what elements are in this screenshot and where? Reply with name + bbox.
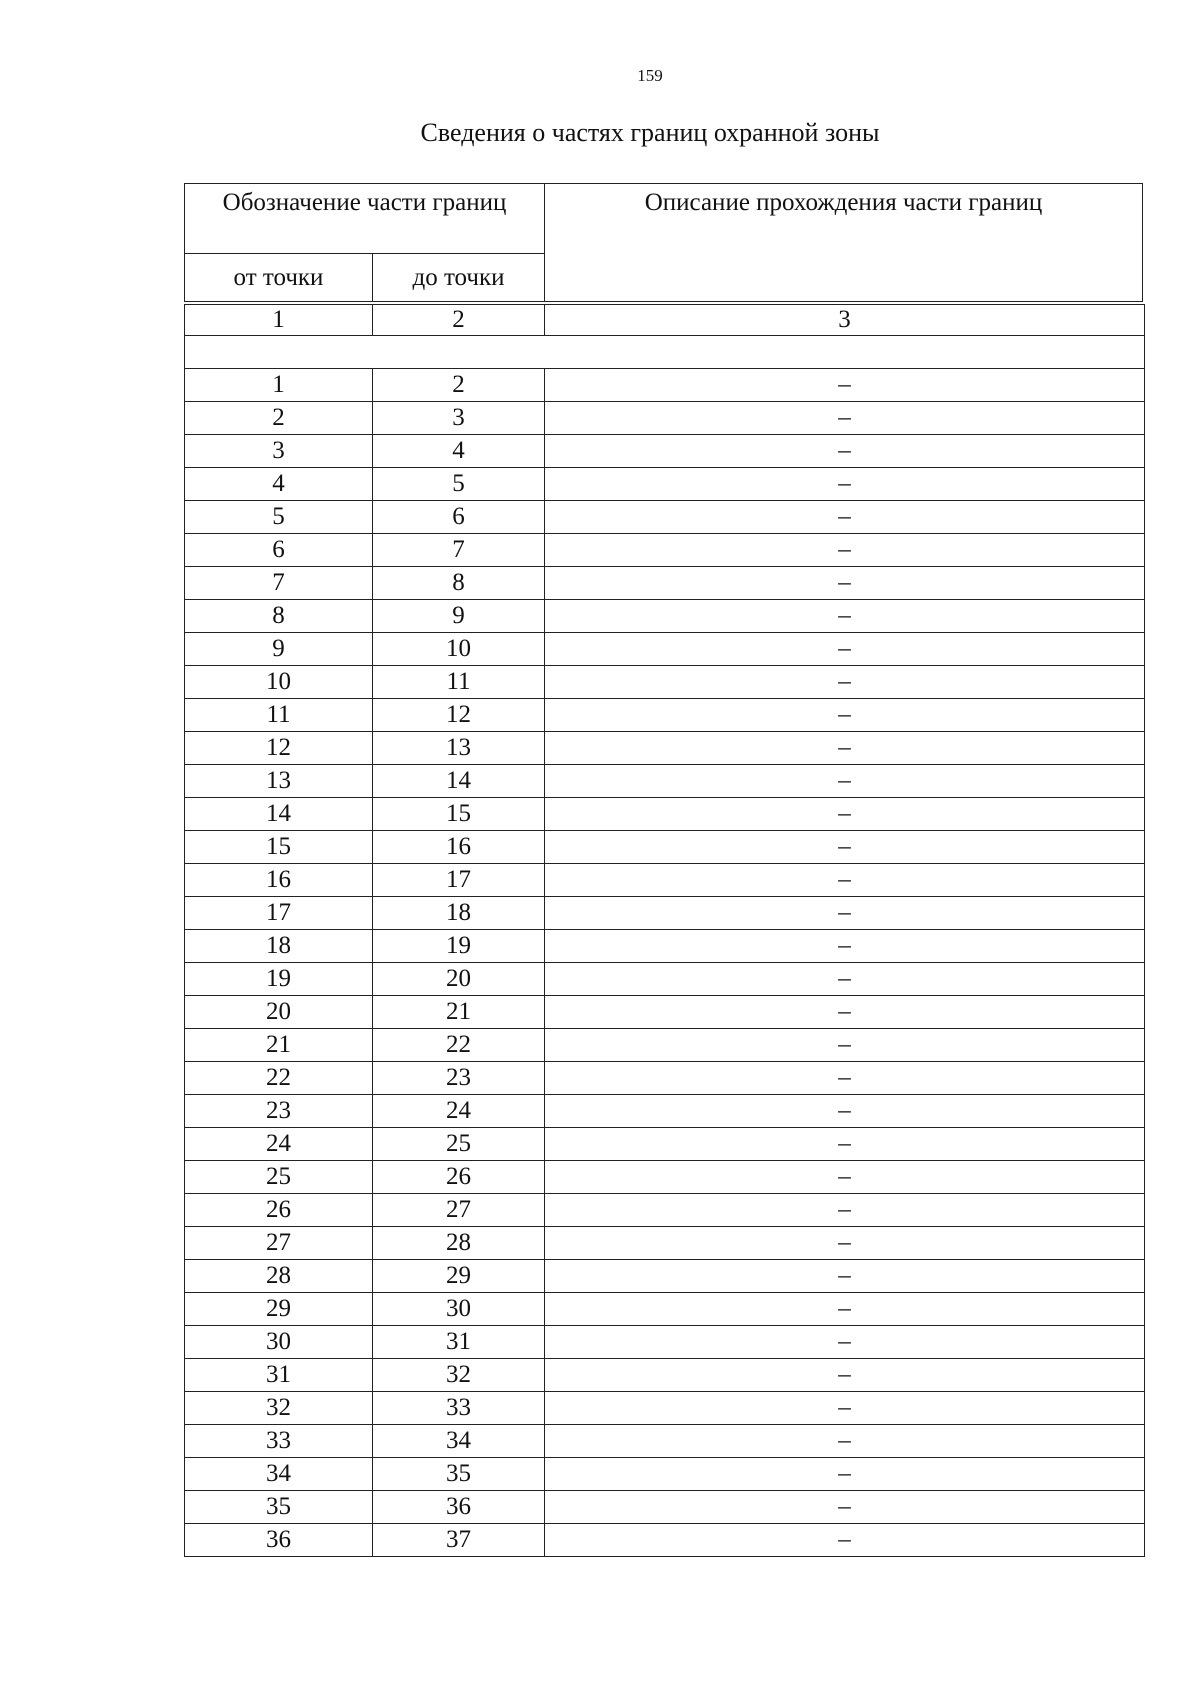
from-point-cell: 7 [185, 567, 373, 600]
to-point-cell: 26 [373, 1161, 545, 1194]
table-row [185, 567, 1145, 600]
to-point-cell: 35 [373, 1458, 545, 1491]
description-cell: – [545, 897, 1145, 930]
table-row [185, 897, 1145, 930]
table-row [185, 468, 1145, 501]
from-point-cell: 34 [185, 1458, 373, 1491]
table-row [185, 1458, 1145, 1491]
from-point-cell: 33 [185, 1425, 373, 1458]
page-number: 159 [637, 66, 663, 85]
table-row [185, 732, 1145, 765]
to-point-cell: 8 [373, 567, 545, 600]
table-row [185, 1161, 1145, 1194]
to-point-cell: 19 [373, 930, 545, 963]
table-row [185, 831, 1145, 864]
from-point-cell: 25 [185, 1161, 373, 1194]
table-header [184, 183, 1143, 302]
blank-row [185, 336, 1145, 369]
header-to-point: до точки [373, 254, 545, 302]
description-cell: – [545, 1524, 1145, 1557]
from-point-cell: 24 [185, 1128, 373, 1161]
to-point-cell: 9 [373, 600, 545, 633]
description-cell: – [545, 1326, 1145, 1359]
description-cell: – [545, 468, 1145, 501]
from-point-cell: 1 [185, 369, 373, 402]
table-row [185, 1491, 1145, 1524]
to-point-cell: 6 [373, 501, 545, 534]
description-cell: – [545, 534, 1145, 567]
table-row [185, 633, 1145, 666]
table-row [185, 1293, 1145, 1326]
from-point-cell: 36 [185, 1524, 373, 1557]
table-row [185, 930, 1145, 963]
to-point-cell: 12 [373, 699, 545, 732]
description-cell: – [545, 930, 1145, 963]
table-row [185, 699, 1145, 732]
table-row [185, 534, 1145, 567]
table-row [185, 963, 1145, 996]
table-row [185, 402, 1145, 435]
description-cell: – [545, 1227, 1145, 1260]
table-row [185, 1392, 1145, 1425]
to-point-cell: 27 [373, 1194, 545, 1227]
description-cell: – [545, 666, 1145, 699]
table-row [185, 1425, 1145, 1458]
description-cell: – [545, 1359, 1145, 1392]
description-cell: – [545, 1392, 1145, 1425]
header-boundary-description: Описание прохождения части границ [545, 184, 1143, 302]
table-row [185, 600, 1145, 633]
description-cell: – [545, 1029, 1145, 1062]
from-point-cell: 22 [185, 1062, 373, 1095]
to-point-cell: 4 [373, 435, 545, 468]
description-cell: – [545, 1095, 1145, 1128]
to-point-cell: 5 [373, 468, 545, 501]
from-point-cell: 8 [185, 600, 373, 633]
to-point-cell: 17 [373, 864, 545, 897]
header-from-point: от точки [185, 254, 373, 302]
from-point-cell: 11 [185, 699, 373, 732]
from-point-cell: 4 [185, 468, 373, 501]
from-point-cell: 32 [185, 1392, 373, 1425]
from-point-cell: 19 [185, 963, 373, 996]
from-point-cell: 21 [185, 1029, 373, 1062]
from-point-cell: 6 [185, 534, 373, 567]
to-point-cell: 11 [373, 666, 545, 699]
description-cell: – [545, 435, 1145, 468]
from-point-cell: 18 [185, 930, 373, 963]
to-point-cell: 37 [373, 1524, 545, 1557]
from-point-cell: 27 [185, 1227, 373, 1260]
table-row [185, 369, 1145, 402]
from-point-cell: 13 [185, 765, 373, 798]
description-cell: – [545, 765, 1145, 798]
from-point-cell: 31 [185, 1359, 373, 1392]
description-cell: – [545, 1260, 1145, 1293]
to-point-cell: 21 [373, 996, 545, 1029]
table-row [185, 1326, 1145, 1359]
from-point-cell: 14 [185, 798, 373, 831]
to-point-cell: 22 [373, 1029, 545, 1062]
from-point-cell: 23 [185, 1095, 373, 1128]
from-point-cell: 35 [185, 1491, 373, 1524]
description-cell: – [545, 1062, 1145, 1095]
table-row [185, 1227, 1145, 1260]
to-point-cell: 33 [373, 1392, 545, 1425]
description-cell: – [545, 996, 1145, 1029]
to-point-cell: 30 [373, 1293, 545, 1326]
description-cell: – [545, 963, 1145, 996]
to-point-cell: 3 [373, 402, 545, 435]
from-point-cell: 30 [185, 1326, 373, 1359]
table-row [185, 1029, 1145, 1062]
page-title: Сведения о частях границ охранной зоны [420, 118, 880, 147]
from-point-cell: 12 [185, 732, 373, 765]
to-point-cell: 7 [373, 534, 545, 567]
description-cell: – [545, 1491, 1145, 1524]
table-row [185, 765, 1145, 798]
table-row [185, 1062, 1145, 1095]
column-number: 2 [373, 305, 545, 336]
table-row [185, 798, 1145, 831]
description-cell: – [545, 1293, 1145, 1326]
column-number: 3 [545, 305, 1145, 336]
to-point-cell: 36 [373, 1491, 545, 1524]
to-point-cell: 14 [373, 765, 545, 798]
from-point-cell: 15 [185, 831, 373, 864]
column-number: 1 [185, 305, 373, 336]
to-point-cell: 18 [373, 897, 545, 930]
to-point-cell: 16 [373, 831, 545, 864]
table-row [185, 1524, 1145, 1557]
from-point-cell: 16 [185, 864, 373, 897]
header-boundary-designation: Обозначение части границ [185, 184, 545, 254]
table-row [185, 1359, 1145, 1392]
from-point-cell: 9 [185, 633, 373, 666]
to-point-cell: 2 [373, 369, 545, 402]
description-cell: – [545, 1425, 1145, 1458]
table-row [185, 996, 1145, 1029]
from-point-cell: 5 [185, 501, 373, 534]
description-cell: – [545, 567, 1145, 600]
blank-cell [185, 336, 1145, 369]
description-cell: – [545, 798, 1145, 831]
to-point-cell: 34 [373, 1425, 545, 1458]
description-cell: – [545, 402, 1145, 435]
from-point-cell: 29 [185, 1293, 373, 1326]
description-cell: – [545, 1458, 1145, 1491]
description-cell: – [545, 501, 1145, 534]
description-cell: – [545, 633, 1145, 666]
description-cell: – [545, 1128, 1145, 1161]
from-point-cell: 10 [185, 666, 373, 699]
table-row [185, 1095, 1145, 1128]
to-point-cell: 29 [373, 1260, 545, 1293]
to-point-cell: 25 [373, 1128, 545, 1161]
boundary-table [184, 304, 1145, 1557]
description-cell: – [545, 1194, 1145, 1227]
to-point-cell: 32 [373, 1359, 545, 1392]
to-point-cell: 31 [373, 1326, 545, 1359]
to-point-cell: 20 [373, 963, 545, 996]
description-cell: – [545, 864, 1145, 897]
to-point-cell: 13 [373, 732, 545, 765]
from-point-cell: 17 [185, 897, 373, 930]
to-point-cell: 28 [373, 1227, 545, 1260]
description-cell: – [545, 831, 1145, 864]
to-point-cell: 23 [373, 1062, 545, 1095]
to-point-cell: 15 [373, 798, 545, 831]
table-row [185, 501, 1145, 534]
from-point-cell: 3 [185, 435, 373, 468]
table-row [185, 1260, 1145, 1293]
column-number-row [185, 305, 1145, 336]
to-point-cell: 24 [373, 1095, 545, 1128]
table-row [185, 864, 1145, 897]
description-cell: – [545, 369, 1145, 402]
table-row [185, 666, 1145, 699]
table-row [185, 1194, 1145, 1227]
table-row [185, 435, 1145, 468]
from-point-cell: 20 [185, 996, 373, 1029]
description-cell: – [545, 600, 1145, 633]
from-point-cell: 28 [185, 1260, 373, 1293]
from-point-cell: 26 [185, 1194, 373, 1227]
from-point-cell: 2 [185, 402, 373, 435]
description-cell: – [545, 732, 1145, 765]
to-point-cell: 10 [373, 633, 545, 666]
description-cell: – [545, 1161, 1145, 1194]
table-row [185, 1128, 1145, 1161]
description-cell: – [545, 699, 1145, 732]
